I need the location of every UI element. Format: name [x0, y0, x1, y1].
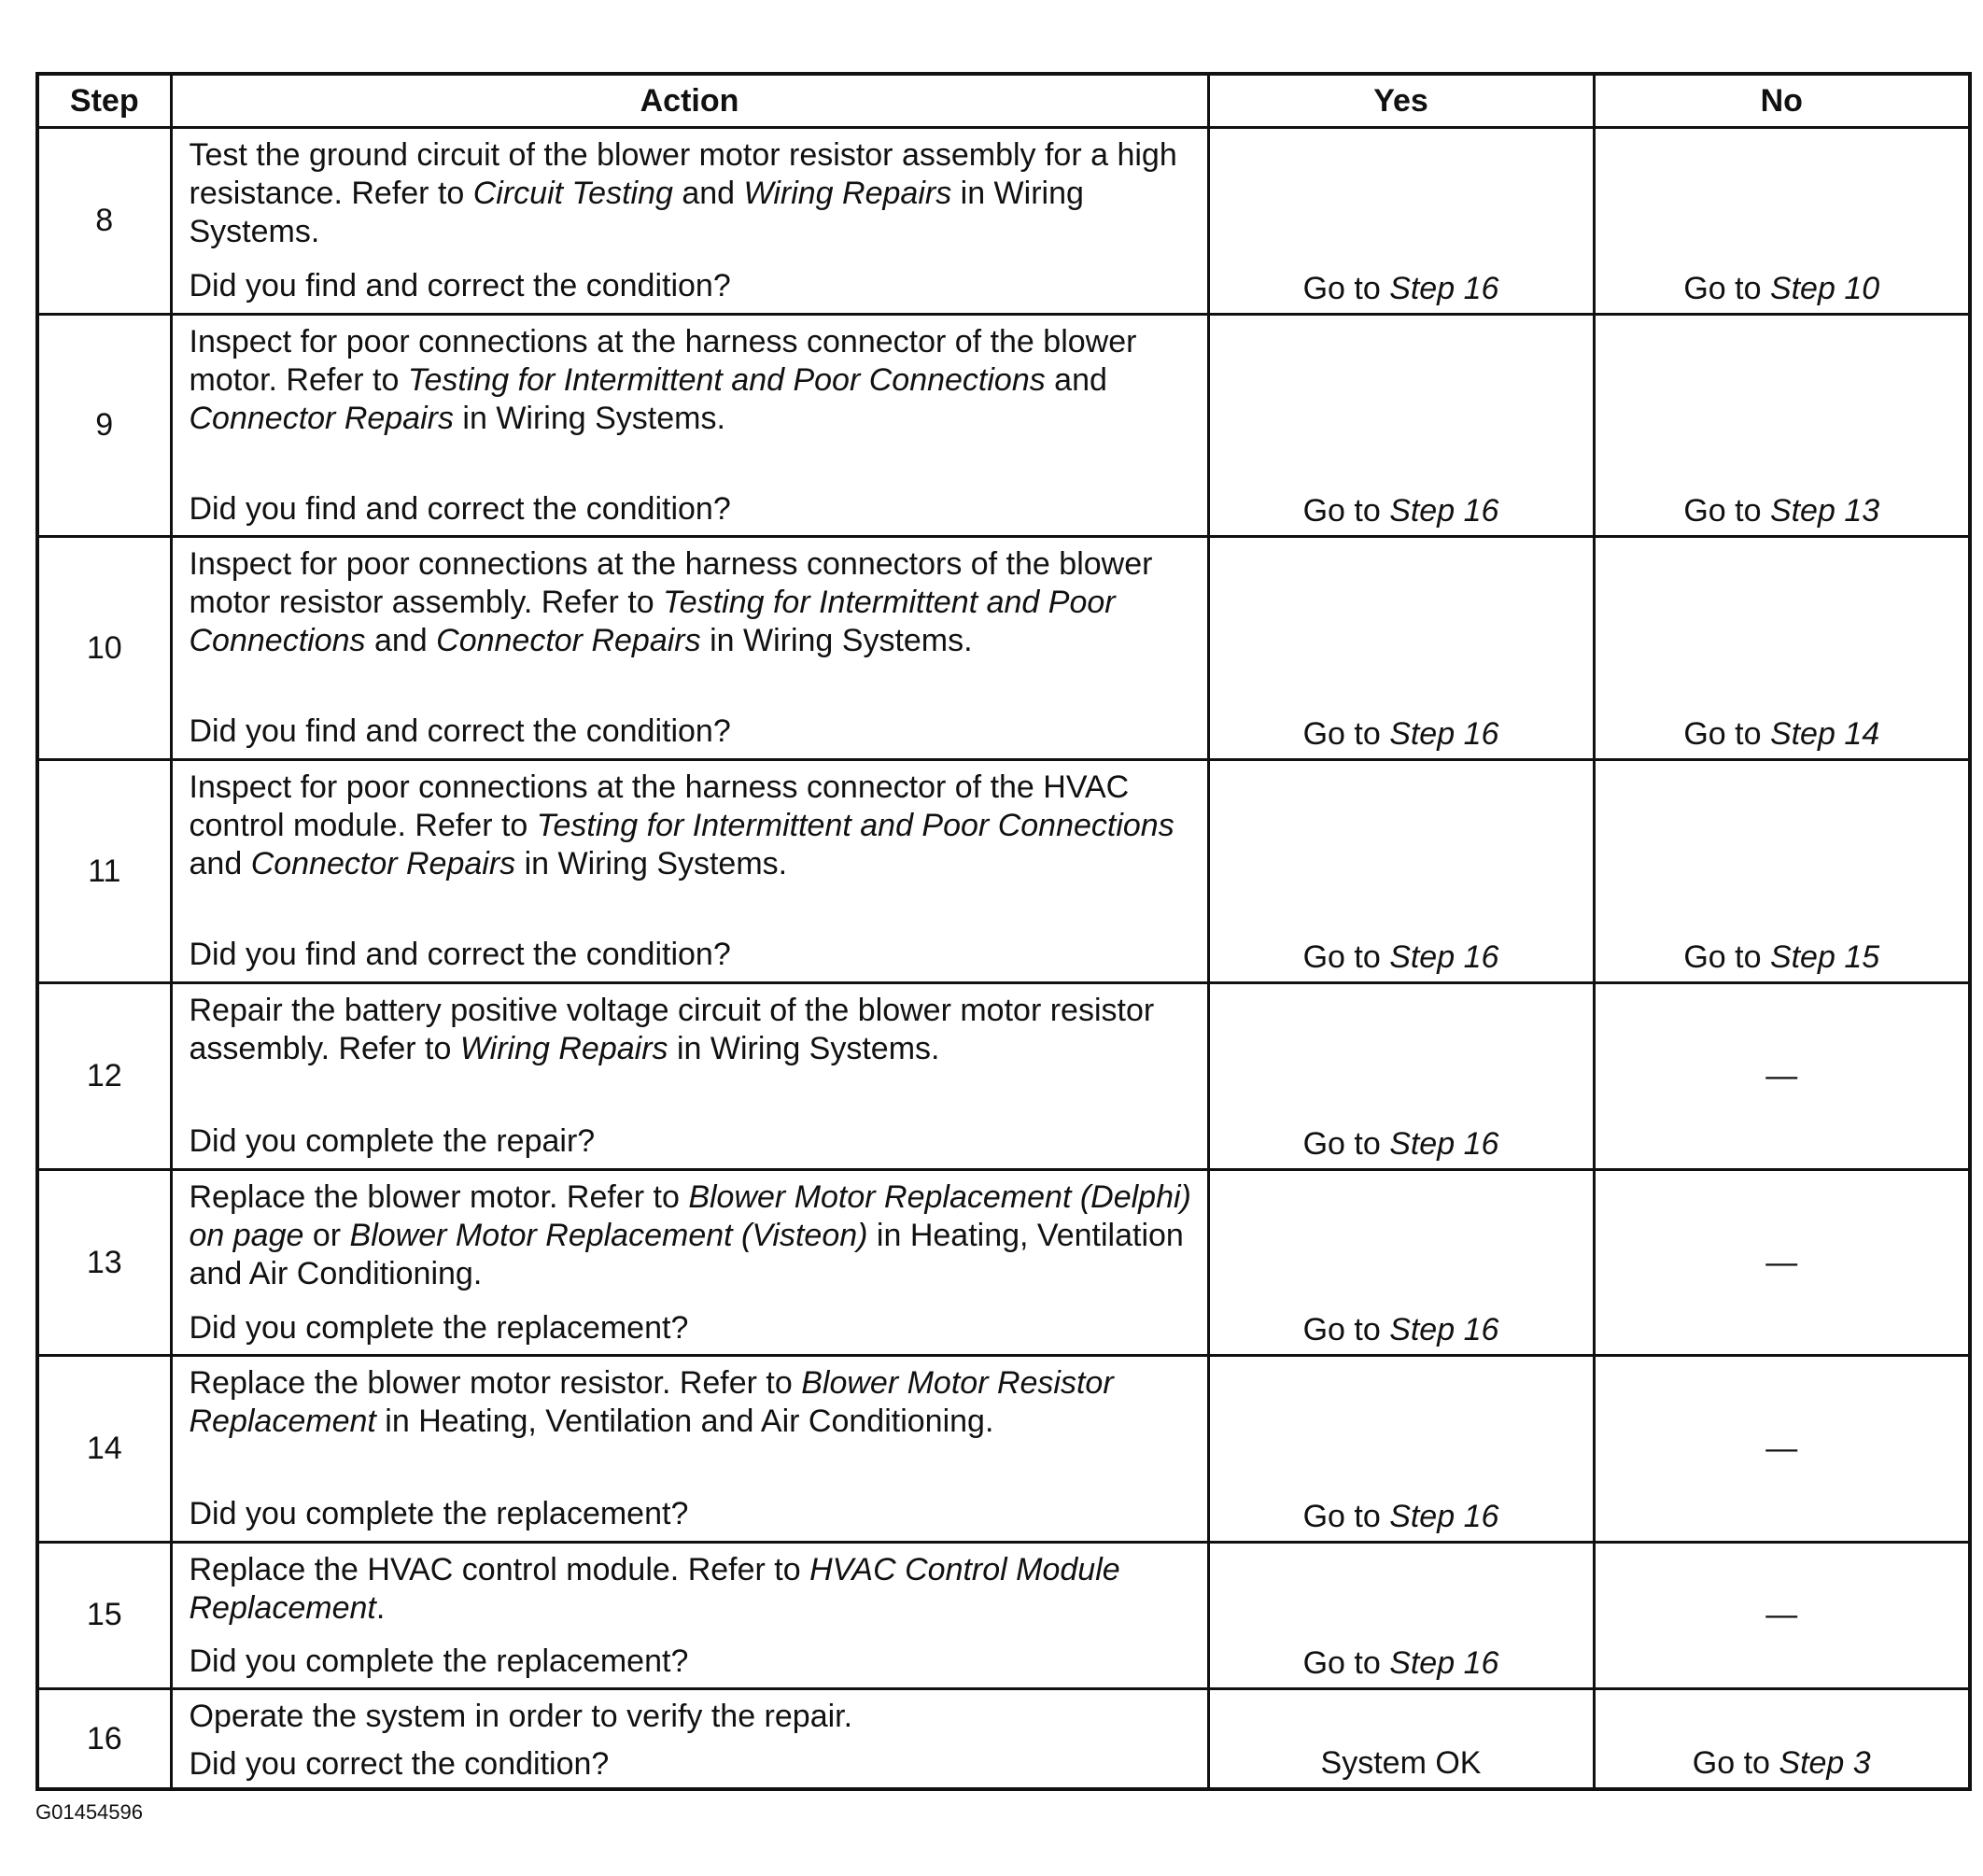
- no-not-applicable: —: [1594, 1356, 1970, 1543]
- instruction-text: Inspect for poor connections at the harness connector of the blower motor. Refer to: [189, 323, 1137, 398]
- instruction-text: in Wiring Systems.: [453, 400, 725, 436]
- no-not-applicable: —: [1594, 1169, 1970, 1356]
- header-action: Action: [171, 74, 1208, 128]
- reference-title: Connector Repairs: [189, 400, 454, 436]
- table-row: [37, 128, 1970, 315]
- goto-prefix: Go to: [1302, 493, 1390, 529]
- step-number: 15: [37, 1542, 171, 1688]
- no-goto: [1594, 1689, 1970, 1789]
- action-instruction: [190, 1364, 1194, 1441]
- action-question: Did you complete the replacement?: [189, 1643, 689, 1679]
- step-number: 16: [37, 1689, 171, 1789]
- yes-goto: [1208, 1169, 1594, 1356]
- table-row: [37, 1689, 1970, 1789]
- instruction-text: Test the ground circuit of the blower motor resistor assembly for a high resistance. Refer to: [189, 137, 1177, 211]
- goto-prefix: Go to: [1692, 1745, 1779, 1781]
- header-no: No: [1594, 74, 1970, 128]
- action-question: Did you find and correct the condition?: [189, 268, 731, 303]
- step-number: 13: [37, 1169, 171, 1356]
- goto-prefix: Go to: [1683, 493, 1770, 529]
- yes-goto: [1208, 128, 1594, 315]
- action-cell: [171, 1356, 1208, 1543]
- goto-prefix: Go to: [1683, 270, 1770, 306]
- reference-title: Wiring Repairs: [459, 1031, 668, 1067]
- instruction-text: or: [303, 1217, 350, 1253]
- action-cell: [171, 128, 1208, 315]
- instruction-text: in Wiring Systems.: [515, 846, 788, 882]
- reference-title: Connector Repairs: [250, 846, 516, 882]
- table-header-row: [37, 74, 1970, 128]
- reference-title: Blower Motor Replacement (Visteon): [349, 1217, 868, 1253]
- instruction-text: and: [365, 623, 437, 659]
- step-number: 8: [37, 128, 171, 315]
- action-question: Did you complete the replacement?: [189, 1496, 689, 1532]
- no-goto: [1594, 128, 1970, 315]
- goto-step-ref: Step 16: [1389, 1498, 1499, 1534]
- figure-id: G01454596: [35, 1800, 143, 1824]
- action-cell: [171, 983, 1208, 1170]
- goto-prefix: Go to: [1302, 716, 1390, 753]
- instruction-text: Replace the HVAC control module. Refer to: [189, 1551, 810, 1587]
- header-step: Step: [37, 74, 171, 128]
- action-cell: [171, 537, 1208, 760]
- no-goto: [1594, 537, 1970, 760]
- instruction-text: Repair the battery positive voltage circuit of the blower motor resistor assembly. Refer to: [189, 993, 1155, 1067]
- reference-title: Blower Motor Resistor Replacement: [189, 1365, 1114, 1440]
- goto-prefix: Go to: [1302, 939, 1390, 976]
- goto-step-ref: Step 16: [1389, 270, 1499, 306]
- table-row: [37, 1542, 1970, 1688]
- instruction-text: .: [375, 1589, 386, 1626]
- step-number: 10: [37, 537, 171, 760]
- action-instruction: [190, 1551, 1194, 1628]
- instruction-text: Inspect for poor connections at the harness connectors of the blower motor resistor assembly. Refer to: [189, 546, 1153, 621]
- no-not-applicable: —: [1594, 1542, 1970, 1688]
- yes-goto: [1208, 314, 1594, 537]
- table-body: [37, 128, 1970, 1790]
- yes-goto: [1208, 1542, 1594, 1688]
- instruction-text: in Wiring Systems.: [668, 1031, 940, 1067]
- reference-title: Wiring Repairs: [743, 176, 952, 211]
- action-question: Did you find and correct the condition?: [189, 713, 731, 750]
- goto-step-ref: Step 16: [1389, 1312, 1499, 1348]
- table-row: [37, 314, 1970, 537]
- goto-prefix: Go to: [1302, 270, 1390, 306]
- action-instruction: [190, 136, 1194, 251]
- yes-goto: [1208, 537, 1594, 760]
- goto-prefix: Go to: [1302, 1312, 1390, 1348]
- step-number: 11: [37, 760, 171, 983]
- reference-title: Circuit Testing: [472, 176, 673, 211]
- table-row: [37, 983, 1970, 1170]
- reference-title: Testing for Intermittent and Poor Connections: [407, 361, 1046, 398]
- instruction-text: and: [189, 846, 251, 882]
- instruction-text: in Heating, Ventilation and Air Conditioning.: [375, 1403, 994, 1440]
- yes-result: System OK: [1208, 1689, 1594, 1789]
- action-question: Did you correct the condition?: [189, 1746, 610, 1783]
- reference-title: HVAC Control Module Replacement: [189, 1551, 1120, 1626]
- goto-step-ref: Step 16: [1389, 493, 1499, 529]
- step-number: 12: [37, 983, 171, 1170]
- goto-prefix: Go to: [1683, 716, 1770, 753]
- action-instruction: [190, 323, 1194, 438]
- reference-title: Testing for Intermittent and Poor Connections: [536, 808, 1174, 844]
- action-cell: [171, 1542, 1208, 1688]
- yes-goto: [1208, 760, 1594, 983]
- diagnostic-table: [35, 72, 1972, 1791]
- yes-goto: [1208, 983, 1594, 1170]
- no-goto: [1594, 314, 1970, 537]
- goto-step-ref: Step 14: [1769, 716, 1880, 753]
- reference-title: Testing for Intermittent and Poor Connections: [189, 585, 1116, 659]
- action-question: Did you find and correct the condition?: [189, 490, 731, 527]
- action-instruction: [190, 992, 1194, 1068]
- step-number: 14: [37, 1356, 171, 1543]
- instruction-text: Replace the blower motor resistor. Refer to: [189, 1365, 802, 1402]
- instruction-text: Operate the system in order to verify the repair.: [189, 1699, 853, 1735]
- goto-step-ref: Step 3: [1779, 1745, 1871, 1781]
- instruction-text: and: [1045, 361, 1107, 398]
- goto-step-ref: Step 10: [1769, 270, 1880, 306]
- table-row: [37, 760, 1970, 983]
- goto-prefix: Go to: [1302, 1125, 1390, 1162]
- instruction-text: Inspect for poor connections at the harness connector of the HVAC control module. Refer to: [189, 769, 1130, 844]
- action-cell: [171, 1689, 1208, 1789]
- reference-title: Connector Repairs: [436, 623, 701, 659]
- table-row: [37, 1169, 1970, 1356]
- action-cell: [171, 1169, 1208, 1356]
- instruction-text: in Wiring Systems.: [189, 176, 1084, 249]
- no-not-applicable: —: [1594, 983, 1970, 1170]
- action-cell: [171, 314, 1208, 537]
- instruction-text: and: [672, 176, 744, 211]
- action-instruction: [190, 1178, 1194, 1293]
- reference-title: Blower Motor Replacement (Delphi) on page: [189, 1178, 1191, 1253]
- instruction-text: in Heating, Ventilation and Air Conditioning.: [189, 1217, 1184, 1291]
- action-question: Did you complete the replacement?: [189, 1309, 689, 1346]
- action-cell: [171, 760, 1208, 983]
- goto-step-ref: Step 16: [1389, 1645, 1499, 1682]
- instruction-text: Replace the blower motor. Refer to: [189, 1178, 689, 1215]
- action-instruction: [190, 769, 1194, 883]
- goto-step-ref: Step 15: [1769, 939, 1880, 976]
- yes-goto: [1208, 1356, 1594, 1543]
- action-instruction: [190, 545, 1194, 660]
- goto-prefix: Go to: [1302, 1498, 1390, 1534]
- table-row: [37, 537, 1970, 760]
- no-goto: [1594, 760, 1970, 983]
- step-number: 9: [37, 314, 171, 537]
- goto-step-ref: Step 16: [1389, 939, 1499, 976]
- goto-step-ref: Step 16: [1389, 716, 1499, 753]
- action-instruction: [190, 1698, 1194, 1736]
- action-question: Did you find and correct the condition?: [189, 937, 731, 973]
- instruction-text: in Wiring Systems.: [700, 623, 973, 659]
- goto-prefix: Go to: [1683, 939, 1770, 976]
- header-yes: Yes: [1208, 74, 1594, 128]
- goto-prefix: Go to: [1302, 1645, 1390, 1682]
- action-question: Did you complete the repair?: [189, 1123, 596, 1160]
- goto-step-ref: Step 13: [1769, 493, 1880, 529]
- goto-step-ref: Step 16: [1389, 1125, 1499, 1162]
- table-row: [37, 1356, 1970, 1543]
